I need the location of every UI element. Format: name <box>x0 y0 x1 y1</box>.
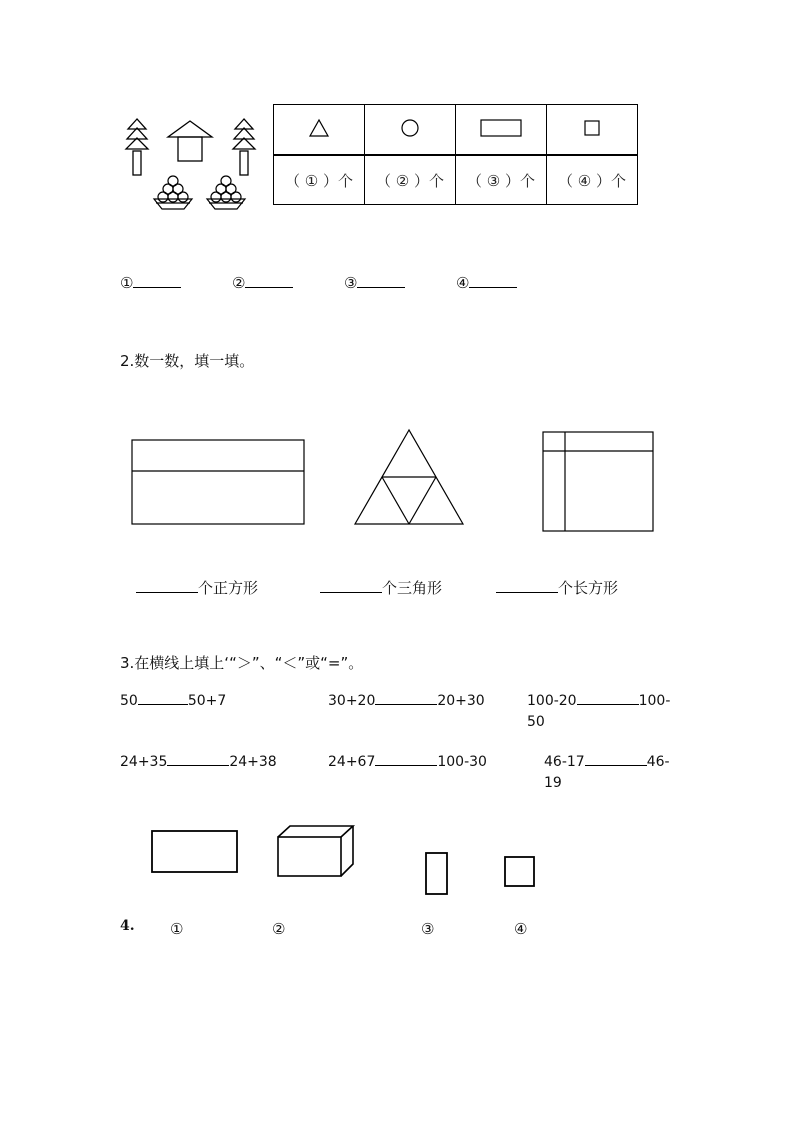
answer-label: ④ <box>456 274 470 292</box>
compare-right: 46-19 <box>544 754 670 791</box>
table-cell-square <box>547 105 638 156</box>
figure-label-3: ③ <box>421 920 435 938</box>
square-count-label: 个正方形 <box>198 579 259 597</box>
compare-item-5[interactable] <box>328 752 518 773</box>
square-figure <box>504 856 536 888</box>
compare-item-2[interactable] <box>328 691 518 712</box>
figure-label-2: ② <box>272 920 286 938</box>
cuboid-figure <box>277 824 357 878</box>
compare-right: 100-30 <box>437 754 487 770</box>
rectangle-count-answer[interactable] <box>496 577 618 598</box>
question-3-heading: 3.在横线上填上‘“＞”、“＜”或“=”。 <box>120 654 364 672</box>
triangle-outline-icon <box>308 118 330 138</box>
rectangle-split-figure <box>131 439 306 527</box>
answer-blank-2[interactable] <box>232 274 293 292</box>
square-count-answer[interactable] <box>136 577 258 598</box>
compare-right: 100-50 <box>527 693 671 730</box>
answer-label: ③ <box>344 274 358 292</box>
compare-item-1[interactable] <box>120 691 310 712</box>
triangle-split-figure <box>353 428 465 526</box>
circle-outline-icon <box>399 117 421 139</box>
answer-label: ① <box>120 274 134 292</box>
table-cell-circle <box>365 105 456 156</box>
compare-left: 50 <box>120 693 138 709</box>
table-count-cell: （ ④ ）个 <box>547 155 638 205</box>
answer-blank-1[interactable] <box>120 274 181 292</box>
rectangle-count-label: 个长方形 <box>558 579 619 597</box>
square-outline-icon <box>584 120 600 136</box>
table-count-cell: （ ③ ）个 <box>456 155 547 205</box>
table-cell-triangle <box>274 105 365 156</box>
table-count-cell: （ ① ）个 <box>274 155 365 205</box>
answer-label: ② <box>232 274 246 292</box>
answer-blank-3[interactable] <box>344 274 405 292</box>
triangle-count-label: 个三角形 <box>382 579 443 597</box>
building-blocks-picture <box>120 115 260 225</box>
question-4-number: 4. <box>120 918 135 934</box>
question-2-heading: 2.数一数，填一填。 <box>120 352 255 370</box>
rectangle-outline-icon <box>480 119 522 137</box>
compare-right: 20+30 <box>437 693 485 709</box>
figure-label-4: ④ <box>514 920 528 938</box>
compare-left: 100-20 <box>527 693 577 709</box>
fruit-basket-left-icon <box>154 176 192 209</box>
flat-rectangle-figure <box>151 830 239 874</box>
figure-label-1: ① <box>170 920 184 938</box>
triangle-count-answer[interactable] <box>320 577 442 598</box>
table-cell-rectangle <box>456 105 547 156</box>
compare-right: 24+38 <box>229 754 277 770</box>
tree-left-icon <box>126 119 148 175</box>
shape-count-table <box>273 104 638 205</box>
compare-item-4[interactable] <box>120 752 310 773</box>
house-icon <box>168 121 212 161</box>
answer-blank-4[interactable] <box>456 274 517 292</box>
compare-left: 24+67 <box>328 754 376 770</box>
compare-item-3[interactable] <box>527 691 677 733</box>
fruit-basket-right-icon <box>207 176 245 209</box>
compare-right: 50+7 <box>187 693 227 709</box>
grid-rectangle-figure <box>542 431 655 533</box>
compare-item-6[interactable] <box>544 752 678 794</box>
tall-rectangle-figure <box>425 852 449 896</box>
table-count-cell: （ ② ）个 <box>365 155 456 205</box>
compare-left: 46-17 <box>544 754 585 770</box>
compare-left: 24+35 <box>120 754 168 770</box>
tree-right-icon <box>233 119 255 175</box>
compare-left: 30+20 <box>328 693 376 709</box>
